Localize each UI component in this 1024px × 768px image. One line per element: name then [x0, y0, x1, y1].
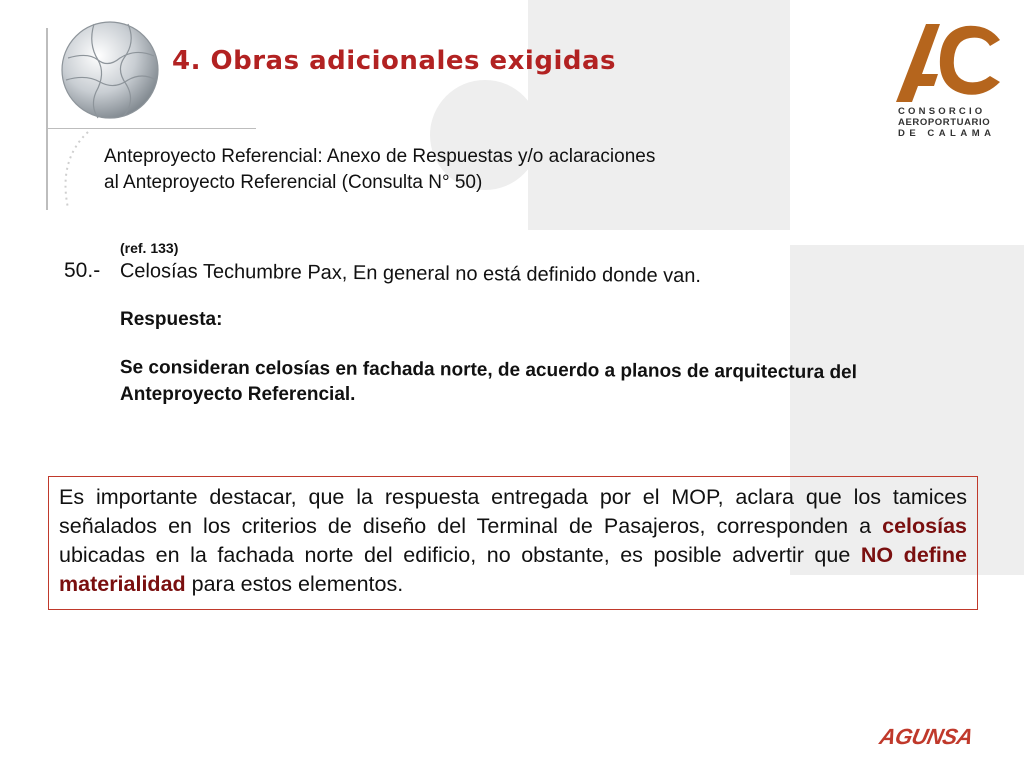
puzzle-globe-icon [58, 18, 162, 122]
subtitle-line-1: Anteproyecto Referencial: Anexo de Respuestas y/o aclaraciones [104, 146, 656, 167]
excerpt-answer-label: Respuesta: [120, 309, 223, 330]
logo-line-1: CONSORCIO [898, 106, 986, 117]
subtitle-line-2: al Anteproyecto Referencial (Consulta N° 50) [104, 172, 483, 193]
excerpt-ref: (ref. 133) [120, 240, 179, 256]
excerpt-answer-line-1: Se consideran celosías en fachada norte, de acuerdo a planos de arquitectura del [119, 357, 858, 384]
logo-line-3: DE CALAMA [898, 128, 996, 139]
note-bold-2: NO define materialidad [59, 543, 967, 596]
agunsa-logo: AGUNSA [877, 724, 976, 749]
excerpt-answer-line-2: Anteproyecto Referencial. [120, 384, 356, 405]
page-subtitle [104, 144, 784, 196]
note-text-1: Es importante destacar, que la respuesta entregada por el MOP, aclara que los tamices señalados en los criterios de diseño del Terminal de Pasajeros, corresponden a [59, 485, 967, 538]
consorcio-logo-icon [892, 18, 1008, 104]
note-text-2: ubicadas en la fachada norte del edificio, no obstante, es posible advertir que [59, 543, 861, 567]
header-underline [46, 128, 256, 129]
dotted-arc-decoration [48, 130, 108, 210]
note-text-3: para estos elementos. [185, 572, 404, 596]
excerpt-question: Celosías Techumbre Pax, En general no está definido donde van. [119, 260, 702, 288]
note-box [48, 476, 978, 610]
page-title: 4. Obras adicionales exigidas [172, 46, 616, 76]
logo-line-2: AEROPORTUARIO [898, 117, 991, 128]
note-bold-1: celosías [882, 514, 967, 538]
excerpt-number: 50.- [64, 259, 101, 282]
logo-text [898, 106, 996, 139]
